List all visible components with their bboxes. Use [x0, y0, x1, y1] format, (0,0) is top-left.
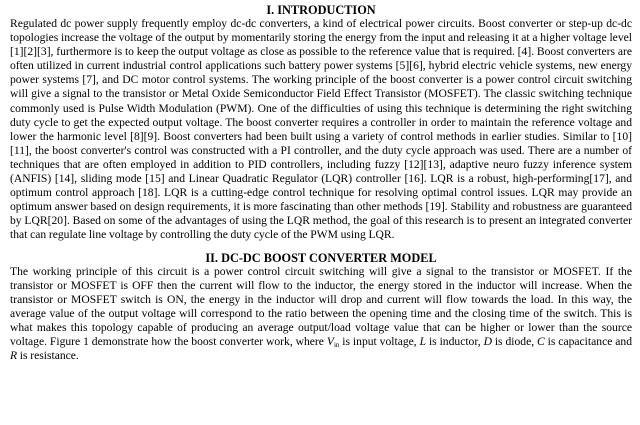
section-heading-boost-converter-model: II. DC-DC BOOST CONVERTER MODEL — [205, 250, 437, 265]
inductor-symbol: L — [419, 334, 427, 348]
vin-subscript: in — [333, 340, 340, 349]
diode-symbol: D — [483, 334, 492, 348]
text-after-inductor: is inductor, — [426, 334, 484, 348]
text-after-diode: is diode, — [491, 334, 538, 348]
introduction-paragraph: Regulated dc power supply frequently employ dc-dc converters, a kind of electrical power circuits. Boost converter or step-up dc-dc topologies increase the voltage of the output by momentarily storing the energy from the input and releasing it at a higher voltage level [1][2][3], furthermore is to keep the output voltage as close as possible to the reference value that is required. [4]. Boost converters are often utilized in current industrial control applications such battery power systems [5][6], hybrid electric vehicle systems, new energy power systems [7], and DC motor control systems. The working principle of the boost converter is a power control circuit switching will give a signal to the transistor or Metal Oxide Semiconductor Field Effect Transistor (MOSFET). The classic switching technique commonly used is Pulse Width Modulation (PWM). One of the difficulties of using this technique is determining the right switching duty cycle to get the expected output voltage. The boost converter requires a controller in order to maintain the reference voltage and lower the harmonic level [8][9]. Boost converters had been built using a variety of control methods in earlier studies. Similar to [10][11], the boost converter's control was constructed with a PI controller, and the duty cycle approach was used. There are a number of techniques that are often employed in addition to PID controllers, including fuzzy [12][13], adaptive neuro fuzzy inference system (ANFIS) [14], sliding mode [15] and Linear Quadratic Regulator (LQR) controller [16]. LQR is a robust, high-performing[17], and optimum control approach [18]. LQR is a cutting-edge control technique for resolving optimal control issues. LQR may provide an optimum answer based on design requirements, it is more fascinating than other methods [19]. Stability and robustness are guaranteed by LQR[20]. Based on some of the advantages of using the LQR method, the goal of this research is to present an integrated converter that can regulate line voltage by controlling the duty cycle of the PWM using LQR. — [10, 17, 632, 242]
text-after-capacitance: is capacitance and — [544, 334, 632, 348]
text-after-resistance: is resistance. — [17, 349, 79, 363]
boost-converter-paragraph-text: The working principle of this circuit is a power control circuit switching will give a signal to the transistor or MOSFET. If the transistor or MOSFET is OFF then the current will flow to the inductor, the energy stored in the inductor will increase. When the transistor or MOSFET switch is ON, the energy in the inductor will drop and current will flow towards the load. In this way, the average value of the output voltage will correspond to the ratio between the opening time and the closing time of the switch. This is what makes this topology capable of producing an average output/load voltage value that can be higher or lower than the source voltage. Figure 1 demonstrate how the boost converter work, where — [10, 264, 632, 348]
vin-symbol: V — [326, 334, 334, 348]
section-heading-introduction: I. INTRODUCTION — [266, 3, 376, 17]
text-after-vin: is input voltage, — [339, 334, 420, 348]
capacitance-symbol: C — [537, 334, 545, 348]
boost-converter-paragraph — [10, 265, 632, 364]
resistance-symbol: R — [10, 349, 18, 363]
